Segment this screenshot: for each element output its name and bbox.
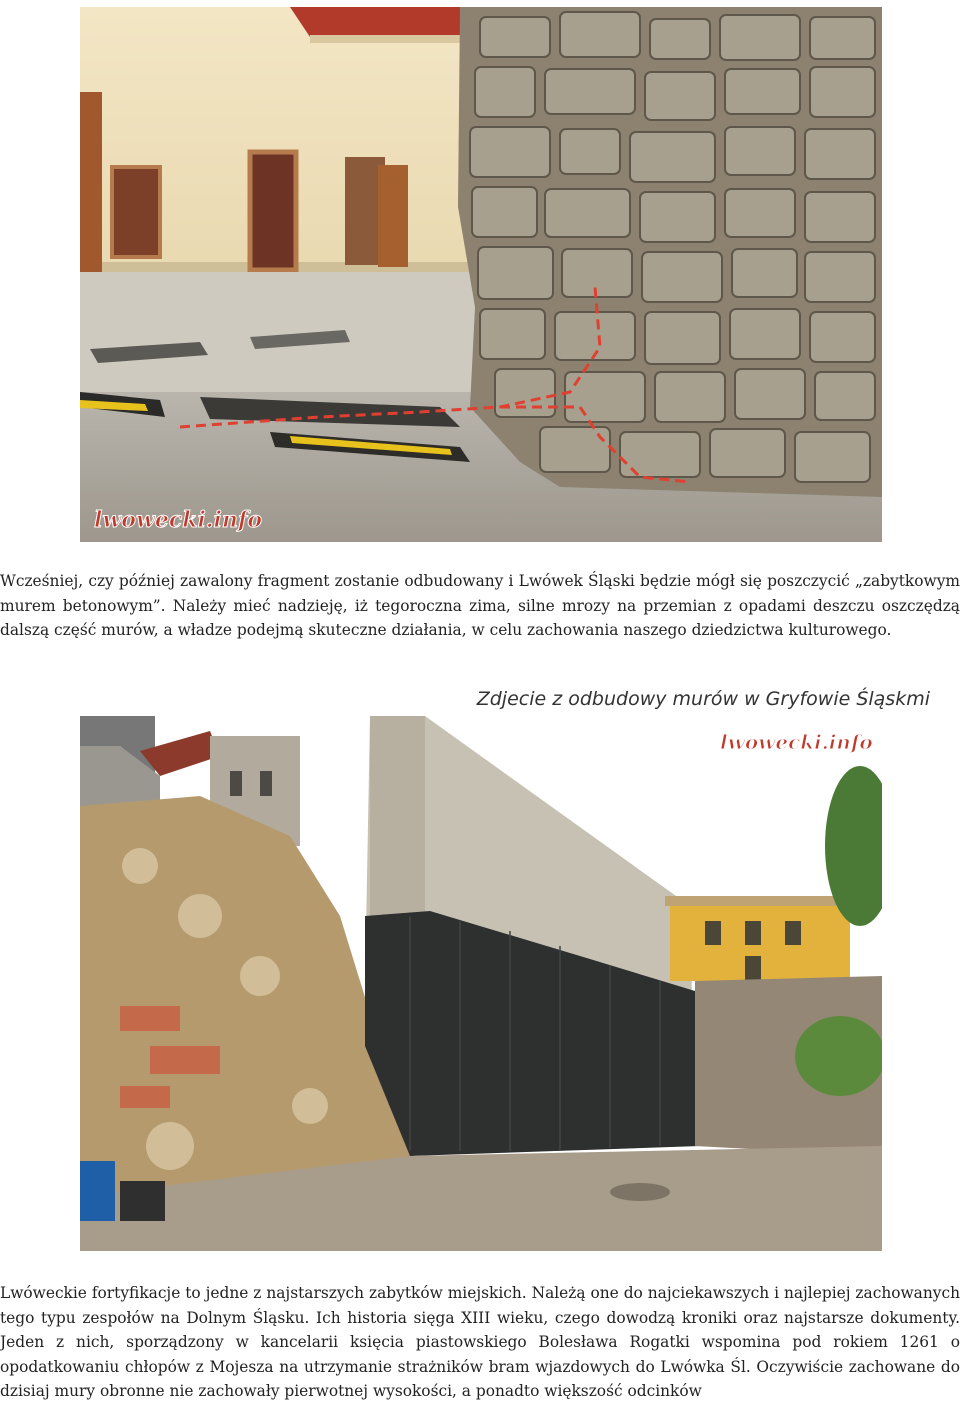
photo1-watermark: lwowecki.info — [94, 507, 263, 533]
photo-caption: Zdjecie z odbudowy murów w Gryfowie Śląskmi — [476, 688, 930, 710]
concrete-wall-photo — [80, 716, 882, 1251]
paragraph-2: Lwóweckie fortyfikacje to jedne z najstarszych zabytków miejskich. Należą one do najciekawszych i najlepiej zachowanych tego typu zespołów na Dolnym Śląsku. Ich historia sięga XIII wieku, czego dowodzą kroniki oraz najstarsze dokumenty. Jeden z nich, sporządzony w kancelarii księcia piastowskiego Bolesława Rogatki wspomina pod rokiem 1261 o opodatkowaniu chłopów z Mojesza na utrzymanie strażników bram wjazdowych do Lwówka Śl. Oczywiście zachowane do dzisiaj mury obronne nie zachowały pierwotnej wysokości, a ponadto większość odcinków — [0, 1284, 960, 1401]
photo2-watermark: lwowecki.info — [720, 730, 873, 754]
paragraph-1: Wcześniej, czy później zawalony fragment zostanie odbudowany i Lwówek Śląski będzie mógł się poszczycić „zabytkowym murem betonowym”. Należy mieć nadzieję, iż tegoroczna zima, silne mrozy na przemian z opadami deszczu oszczędzą dalszą część murów, a władze podejmą skuteczne działania, w celu zachowania naszego dziedzictwa kulturowego. — [0, 572, 960, 640]
stone-wall-photo — [80, 7, 882, 542]
